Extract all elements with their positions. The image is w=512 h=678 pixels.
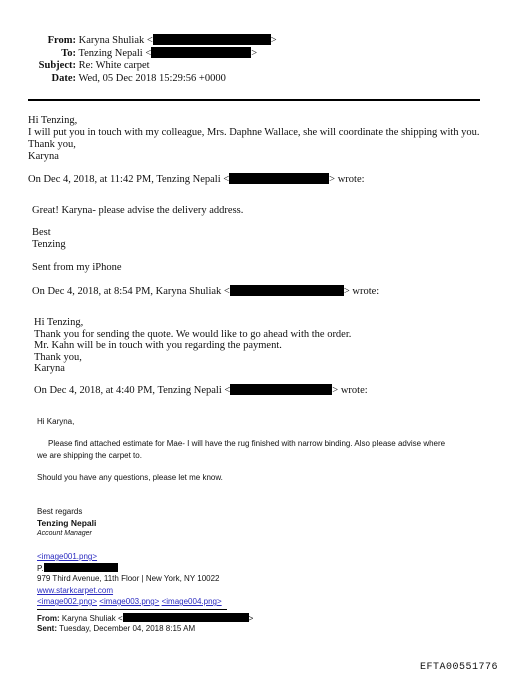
date-value: Wed, 05 Dec 2018 15:29:56 +0000 (78, 73, 226, 84)
message-4-greeting: Hi Karyna, (37, 417, 75, 426)
redaction (123, 613, 249, 622)
message-line: Thank you for sending the quote. We would like to go ahead with the order. (34, 328, 352, 340)
image-links-row (37, 597, 222, 606)
document-id: EFTA00551776 (419, 662, 498, 673)
message-line: Hi Tenzing, (28, 115, 78, 126)
forward-sent (37, 624, 195, 633)
redaction (151, 47, 251, 58)
redaction (230, 384, 332, 395)
message-line: Karyna (28, 151, 59, 162)
forward-from-label: From: (37, 614, 60, 623)
image004-link[interactable]: <image004.png> (161, 597, 222, 606)
phone-line (37, 563, 118, 573)
quote-prefix: On Dec 4, 2018, at 4:40 PM, Tenzing Nepali < (34, 385, 231, 396)
forward-sent-label: Sent: (37, 624, 57, 633)
from-label: From: (47, 35, 76, 46)
to-label: To: (61, 48, 76, 59)
close-bracket: > (248, 614, 254, 623)
image001-link[interactable]: <image001.png> (37, 552, 98, 561)
message-line: Thank you, (28, 139, 76, 150)
message-line: Karyna (34, 363, 65, 374)
image003-link[interactable]: <image003.png> (99, 597, 160, 606)
signature-title: Account Manager (37, 530, 92, 537)
forward-from-value: Karyna Shuliak < (61, 614, 123, 623)
redaction (44, 563, 118, 572)
forward-divider (37, 609, 227, 610)
header-subject (0, 60, 150, 71)
message-2-line1: Great! Karyna- please advise the delivery address. (32, 205, 244, 216)
message-line: Thank you, (34, 351, 82, 363)
redaction (229, 173, 329, 184)
message-line: Hi Tenzing, (34, 317, 84, 328)
website-link[interactable]: www.starkcarpet.com (37, 586, 114, 595)
address-line: 979 Third Avenue, 11th Floor | New York, NY 10022 (37, 574, 220, 583)
to-value: Tenzing Nepali < (78, 48, 152, 59)
signature-name: Tenzing Nepali (37, 518, 97, 528)
header-from (0, 34, 277, 46)
image002-link[interactable]: <image002.png> (37, 597, 98, 606)
message-4-body-line1: Please find attached estimate for Mae- I will have the rug finished with narrow binding. Also please advise where (48, 439, 446, 448)
forward-from (37, 613, 253, 623)
from-value: Karyna Shuliak < (78, 35, 153, 46)
subject-label: Subject: (38, 60, 76, 71)
quote-suffix: > wrote: (343, 286, 380, 297)
message-2-line4: Sent from my iPhone (32, 262, 122, 273)
quote-suffix: > wrote: (329, 174, 365, 185)
redaction (153, 34, 271, 45)
message-line: Mr. Kahn will be in touch with you regarding the payment. (34, 340, 282, 351)
message-4-questions: Should you have any questions, please let me know. (37, 473, 223, 482)
quote-header-1 (28, 173, 365, 185)
message-1 (28, 115, 480, 163)
redaction (230, 285, 344, 296)
date-label: Date: (51, 73, 76, 84)
message-3 (34, 317, 351, 375)
message-2-line3: Tenzing (32, 239, 66, 250)
quote-header-2 (32, 285, 379, 297)
message-line: I will put you in touch with my colleague, Mrs. Daphne Wallace, she will coordinate the shipping with you. (28, 127, 480, 138)
signature-regards: Best regards (37, 507, 83, 516)
forward-sent-value: Tuesday, December 04, 2018 8:15 AM (59, 624, 196, 633)
quote-prefix: On Dec 4, 2018, at 11:42 PM, Tenzing Nepali < (28, 174, 230, 185)
message-4-body-line2: we are shipping the carpet to. (37, 451, 142, 460)
quote-header-3 (34, 384, 368, 396)
quote-suffix: > wrote: (332, 385, 368, 396)
phone-prefix: P. (37, 564, 44, 573)
header-date (0, 73, 226, 84)
header-to (0, 47, 257, 59)
quote-prefix: On Dec 4, 2018, at 8:54 PM, Karyna Shuliak < (32, 286, 230, 297)
message-2-line2: Best (32, 227, 51, 238)
header-divider (28, 99, 480, 101)
close-bracket: > (270, 35, 277, 46)
subject-value: Re: White carpet (78, 60, 150, 71)
close-bracket: > (251, 48, 258, 59)
